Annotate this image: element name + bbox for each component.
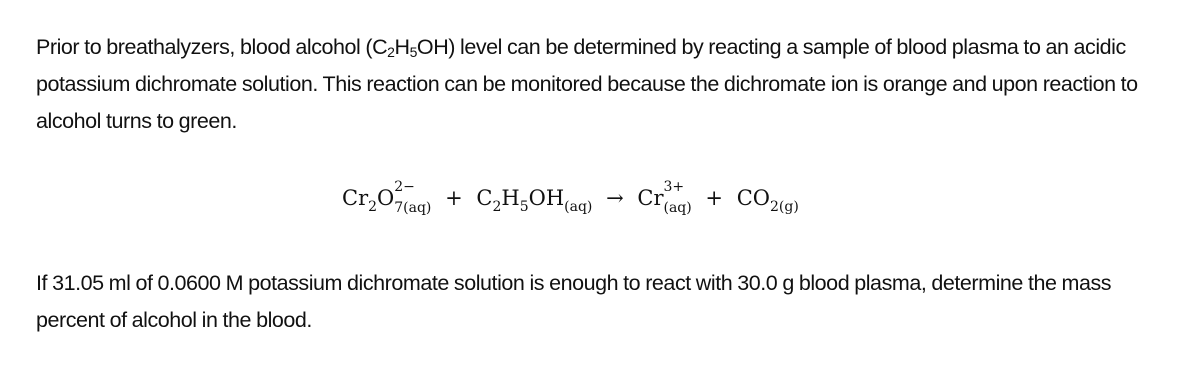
dichromate-o: O	[377, 186, 395, 210]
plus-sign-1: +	[445, 186, 463, 210]
intro-text-start: Prior to breathalyzers, blood alcohol (C	[36, 35, 388, 59]
intro-paragraph	[36, 29, 1176, 140]
chromium-state: (aq)	[663, 200, 692, 216]
dichromate-ion	[342, 179, 432, 216]
formula-subscript-h: 5	[409, 44, 417, 60]
dichromate-subscript-state: 7(aq)	[394, 200, 432, 216]
ethanol	[476, 186, 593, 215]
ethanol-oh: OH	[528, 186, 565, 210]
ethanol-c-subscript: 2	[492, 199, 502, 215]
formula-subscript-c: 2	[387, 44, 395, 60]
ethanol-state: (aq)	[564, 199, 593, 215]
chromium-charge-state	[663, 179, 692, 216]
co2-co: CO	[736, 186, 770, 210]
formula-h: H	[394, 35, 410, 59]
chemical-equation	[342, 178, 799, 221]
co2-subscript-state: 2(g)	[770, 199, 799, 215]
intro-text-end: OH) level can be determined by reacting a sample of blood plasma to an acidic potassium dichromate solution. This reaction can be monitored because the dichromate ion is orange and upon reaction to alcohol turns to green.	[36, 35, 1138, 133]
chromium-cr: Cr	[637, 186, 664, 210]
ethanol-h-subscript: 5	[519, 199, 529, 215]
question-paragraph: If 31.05 ml of 0.0600 M potassium dichromate solution is enough to react with 30.0 g blood plasma, determine the mass percent of alcohol in the blood.	[36, 271, 1112, 332]
ethanol-c: C	[476, 186, 493, 210]
chromium-charge: 3+	[663, 179, 685, 195]
dichromate-cr-subscript: 2	[368, 199, 378, 215]
chromium-ion	[637, 179, 692, 216]
dichromate-charge-state	[394, 179, 432, 216]
plus-sign-2: +	[705, 186, 724, 210]
ethanol-h: H	[501, 186, 520, 210]
dichromate-charge: 2−	[394, 179, 415, 195]
reaction-arrow: →	[606, 186, 624, 210]
carbon-dioxide	[736, 186, 799, 215]
dichromate-cr: Cr	[342, 186, 369, 210]
